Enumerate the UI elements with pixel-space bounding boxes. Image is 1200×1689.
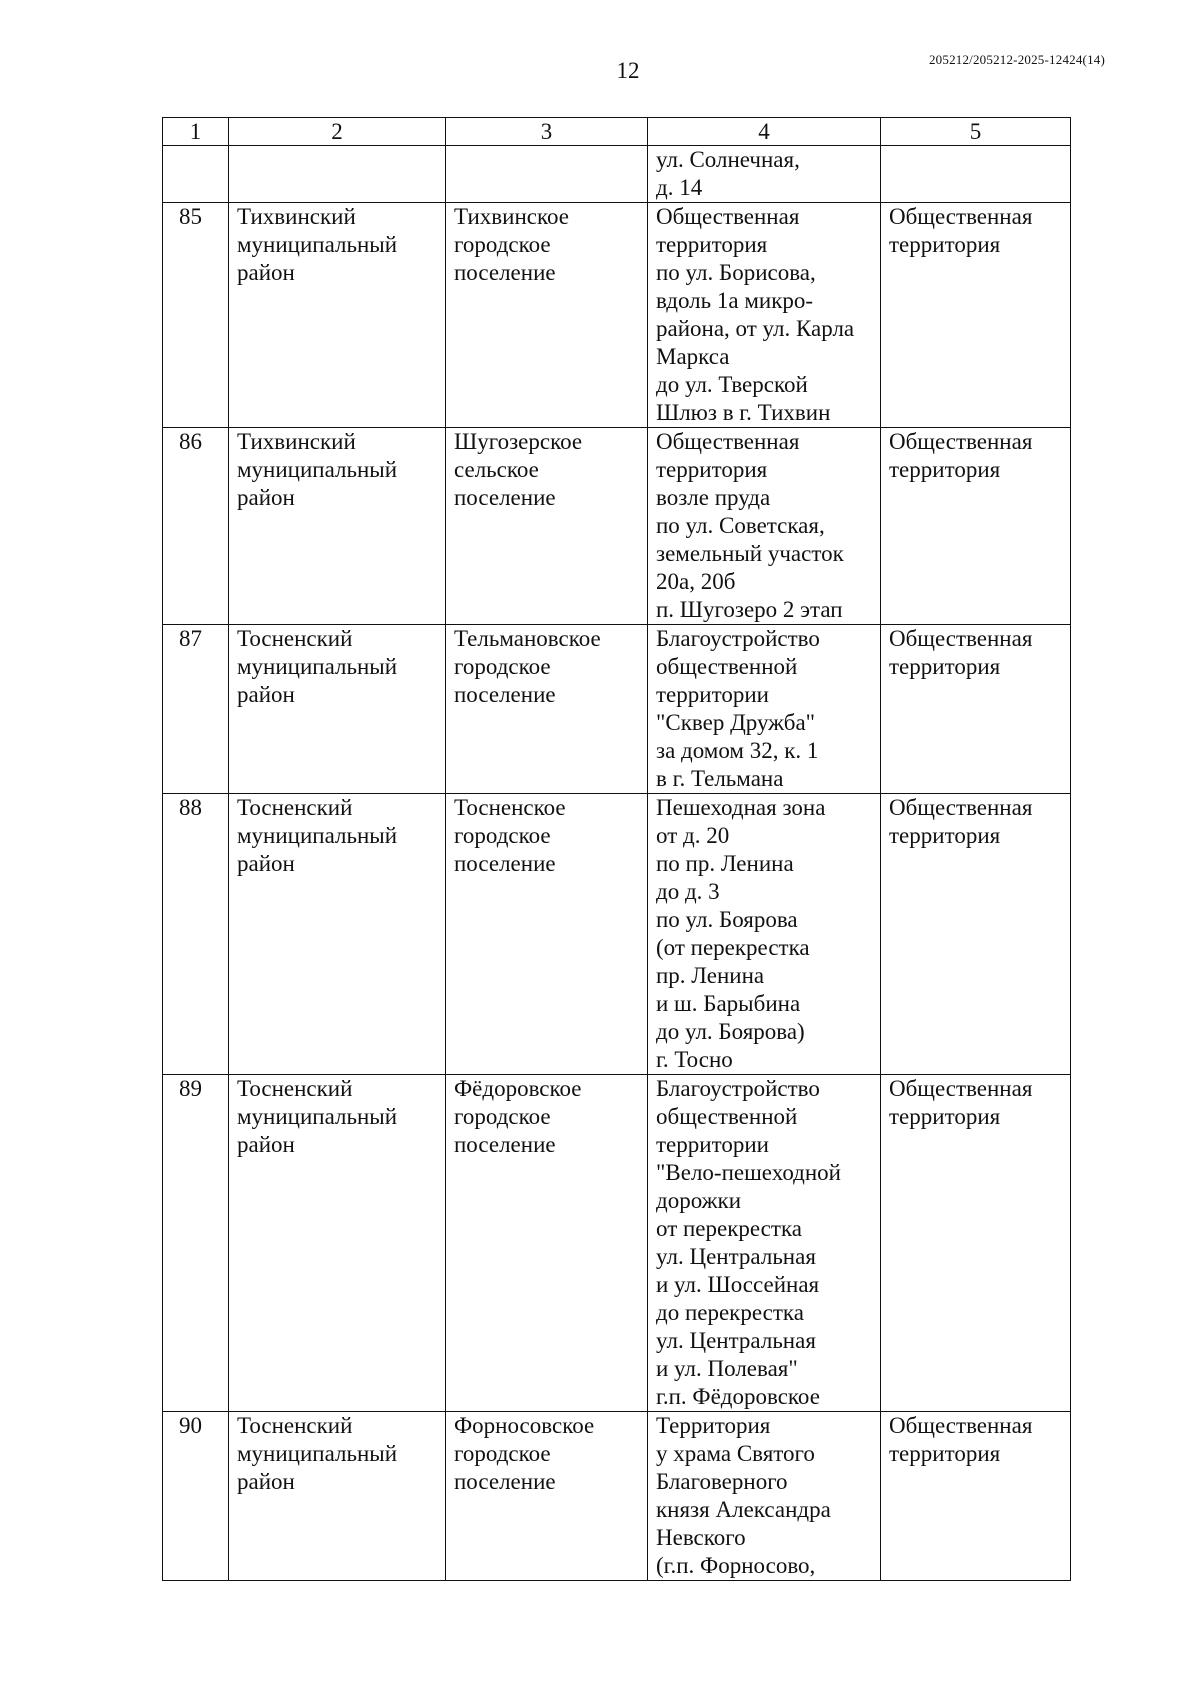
object-cell: Пешеходная зона от д. 20 по пр. Ленина до д. 3 по ул. Боярова (от перекрестка пр. Ленина и ш. Барыбина до ул. Боярова) г. Тосно xyxy=(648,794,881,1075)
settlement-cell: Фёдоровское городское поселение xyxy=(446,1075,648,1412)
table-header-row xyxy=(163,118,1071,146)
object-cell: Территория у храма Святого Благоверного князя Александра Невского (г.п. Форносово, xyxy=(648,1412,881,1581)
territories-table xyxy=(162,117,1071,1581)
district-cell xyxy=(229,146,446,203)
column-header: 3 xyxy=(446,118,648,146)
district-cell: Тосненский муниципальный район xyxy=(229,794,446,1075)
district-cell: Тихвинский муниципальный район xyxy=(229,428,446,625)
type-cell: Общественная территория xyxy=(881,1075,1071,1412)
row-number: 90 xyxy=(163,1412,229,1581)
settlement-cell: Шугозерское сельское поселение xyxy=(446,428,648,625)
table-row xyxy=(163,428,1071,625)
column-header: 1 xyxy=(163,118,229,146)
type-cell: Общественная территория xyxy=(881,203,1071,428)
table-row xyxy=(163,625,1071,794)
row-number: 86 xyxy=(163,428,229,625)
district-cell: Тихвинский муниципальный район xyxy=(229,203,446,428)
document-id: 205212/205212-2025-12424(14) xyxy=(928,52,1105,67)
object-cell: Общественная территория возле пруда по ул. Советская, земельный участок 20а, 20б п. Шугозеро 2 этап xyxy=(648,428,881,625)
district-cell: Тосненский муниципальный район xyxy=(229,625,446,794)
row-number: 87 xyxy=(163,625,229,794)
column-header: 5 xyxy=(881,118,1071,146)
type-cell: Общественная территория xyxy=(881,1412,1071,1581)
row-number: 89 xyxy=(163,1075,229,1412)
type-cell: Общественная территория xyxy=(881,428,1071,625)
table-row xyxy=(163,794,1071,1075)
district-cell: Тосненский муниципальный район xyxy=(229,1412,446,1581)
district-cell: Тосненский муниципальный район xyxy=(229,1075,446,1412)
column-header: 4 xyxy=(648,118,881,146)
type-cell: Общественная территория xyxy=(881,794,1071,1075)
object-cell: ул. Солнечная, д. 14 xyxy=(648,146,881,203)
row-number xyxy=(163,146,229,203)
table-row xyxy=(163,1412,1071,1581)
type-cell: Общественная территория xyxy=(881,625,1071,794)
object-cell: Общественная территория по ул. Борисова, вдоль 1а микро- района, от ул. Карла Маркса до ул. Тверской Шлюз в г. Тихвин xyxy=(648,203,881,428)
settlement-cell: Тосненское городское поселение xyxy=(446,794,648,1075)
type-cell xyxy=(881,146,1071,203)
settlement-cell: Форносовское городское поселение xyxy=(446,1412,648,1581)
table-row xyxy=(163,203,1071,428)
settlement-cell: Тельмановское городское поселение xyxy=(446,625,648,794)
row-number: 85 xyxy=(163,203,229,428)
object-cell: Благоустройство общественной территории "Вело-пешеходной дорожки от перекрестка ул. Центральная и ул. Шоссейная до перекрестка ул. Центральная и ул. Полевая" г.п. Фёдоровское xyxy=(648,1075,881,1412)
table-row xyxy=(163,1075,1071,1412)
object-cell: Благоустройство общественной территории "Сквер Дружба" за домом 32, к. 1 в г. Тельмана xyxy=(648,625,881,794)
settlement-cell: Тихвинское городское поселение xyxy=(446,203,648,428)
column-header: 2 xyxy=(229,118,446,146)
page-number: 12 xyxy=(616,58,640,83)
table-row xyxy=(163,146,1071,203)
row-number: 88 xyxy=(163,794,229,1075)
settlement-cell xyxy=(446,146,648,203)
